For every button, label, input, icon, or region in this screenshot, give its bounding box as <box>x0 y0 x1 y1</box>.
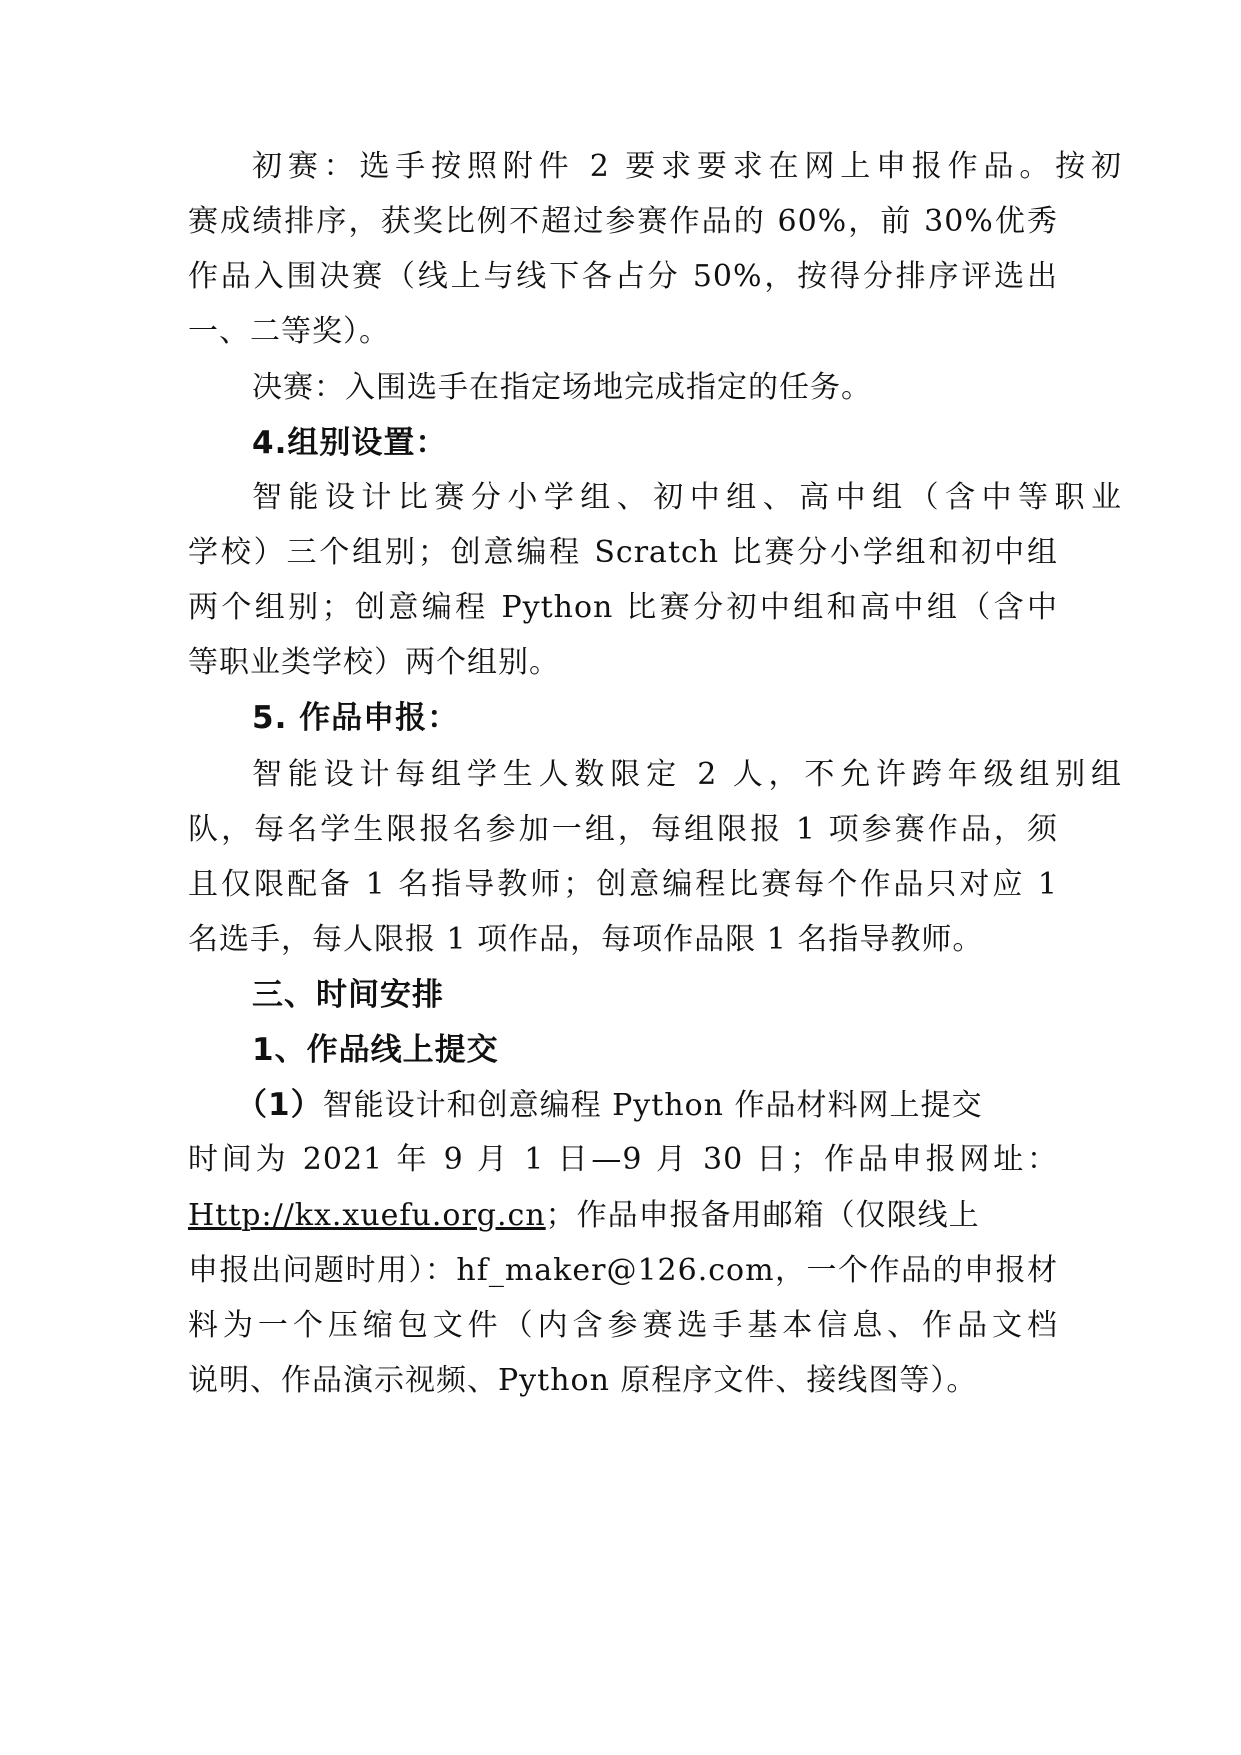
paragraph-line <box>236 1085 1056 1126</box>
paragraph-text: ；作品申报备用邮箱（仅限线上 <box>545 1198 980 1233</box>
paragraph-line: 且仅限配备 1 名指导教师；创意编程比赛每个作品只对应 1 <box>188 867 1058 902</box>
paragraph-line: 名选手，每人限报 1 项作品，每项作品限 1 名指导教师。 <box>188 922 984 957</box>
paragraph-line: 队，每名学生限报名参加一组，每组限报 1 项参赛作品，须 <box>188 812 1058 847</box>
paragraph-line: 赛成绩排序，获奖比例不超过参赛作品的 60%，前 30%优秀 <box>188 204 1058 239</box>
paragraph-line: 料为一个压缩包文件（内含参赛选手基本信息、作品文档 <box>188 1308 1058 1343</box>
paragraph-line <box>188 1196 1058 1236</box>
paragraph-line: 申报出问题时用）：hf_maker@126.com，一个作品的申报材 <box>188 1253 1058 1288</box>
paragraph-line: 智能设计比赛分小学组、初中组、高中组（含中等职业 <box>252 480 1122 515</box>
section-heading: 1、作品线上提交 <box>252 1032 499 1068</box>
paragraph-line: 一、二等奖）。 <box>188 314 390 349</box>
paragraph-line: 初赛：选手按照附件 2 要求要求在网上申报作品。按初 <box>252 149 1122 184</box>
section-heading: 三、时间安排 <box>252 977 444 1013</box>
paragraph-line: 作品入围决赛（线上与线下各占分 50%，按得分排序评选出 <box>188 259 1058 294</box>
paragraph-line: 说明、作品演示视频、Python 原程序文件、接线图等）。 <box>188 1363 978 1398</box>
paragraph-line: 时间为 2021 年 9 月 1 日—9 月 30 日；作品申报网址： <box>188 1142 1058 1177</box>
paragraph-line: 智能设计每组学生人数限定 2 人，不允许跨年级组别组 <box>252 757 1122 792</box>
section-heading: 5. 作品申报： <box>252 700 460 736</box>
section-heading: 4.组别设置： <box>252 425 448 461</box>
paragraph-text: 智能设计和创意编程 Python 作品材料网上提交 <box>322 1088 983 1123</box>
paragraph-line: 决赛：入围选手在指定场地完成指定的任务。 <box>252 370 872 405</box>
item-number: （1） <box>236 1087 323 1123</box>
paragraph-line: 等职业类学校）两个组别。 <box>188 645 560 680</box>
submission-url-link[interactable]: Http://kx.xuefu.org.cn <box>188 1198 546 1233</box>
paragraph-line: 两个组别；创意编程 Python 比赛分初中组和高中组（含中 <box>188 590 1058 625</box>
paragraph-line: 学校）三个组别；创意编程 Scratch 比赛分小学组和初中组 <box>188 535 1058 570</box>
